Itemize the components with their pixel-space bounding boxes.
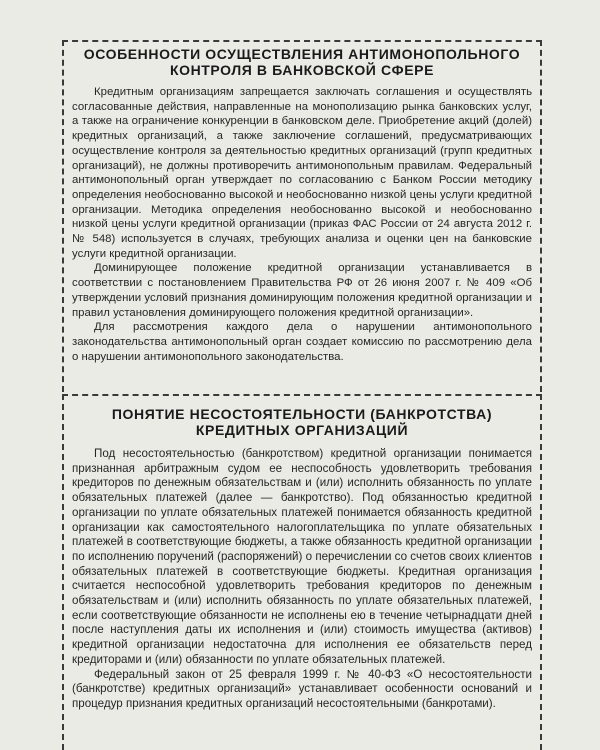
paragraph: Под несостоятельностью (банкротством) кредитной организации понимается признанная арбитражным судом ее неспособность удовлетворить требования кредиторов по денежным обязательствам и (или) исполнить обязанность по уплате обязательных платежей (далее — банкротство). Под обязанностью кредитной организации по уплате обязательных платежей понимается обязанность кредитной организации как самостоятельного налогоплательщика по уплате обязательных платежей в соответствующие бюджеты, а также обязанность кредитной организации по исполнению поручений (распоряжений) о перечислении со счетов своих клиентов обязательных платежей в соответствующие бюджеты. Кредитная организация считается неспособной удовлетворить требования кредиторов по денежным обязательствам и (или) исполнить обязанность по уплате обязательных платежей, если соответствующие обязанности не исполнены ею в течение четырнадцати дней после наступления даты их исполнения и (или) стоимость имущества (активов) кредитной организации недостаточна для исполнения ее обязательств перед кредиторами и (или) обязанности по уплате обязательных платежей. <box>72 447 532 666</box>
paragraph: Для рассмотрения каждого дела о нарушении антимонопольного законодательства антимонопольный орган создает комиссию по рассмотрению дела о нарушении антимонопольного законодательства. <box>72 321 532 363</box>
paragraph: Федеральный закон от 25 февраля 1999 г. № 40-ФЗ «О несостоятельности (банкротстве) кредитных организаций» устанавливает особенности оснований и процедур признания кредитных организаций несостоятельными (банкротами). <box>72 667 532 710</box>
paragraph: Кредитным организациям запрещается заключать соглашения и осуществлять согласованные действия, направленные на монополизацию рынка банковских услуг, а также на ограничение конкуренции в банковском деле. Приобретение акций (долей) кредитных организаций, а также заключение соглашений, предусматривающих осуществление контроля за деятельностью кредитных организаций (групп кредитных организаций), не должны противоречить антимонопольным правилам. Федеральный антимонопольный орган утверждает по согласованию с Банком России методику определения необоснованно высокой и необоснованно низкой цены услуги кредитной организации. Методика определения необоснованно высокой и необоснованно низкой цены услуги кредитной организации (приказ ФАС России от 24 августа 2012 г. № 548) используется в случаях, требующих анализа и оценки цен на банковские услуги кредитной организации. <box>72 86 532 260</box>
section-title: ОСОБЕННОСТИ ОСУЩЕСТВЛЕНИЯ АНТИМОНОПОЛЬНОГО КОНТРОЛЯ В БАНКОВСКОЙ СФЕРЕ <box>83 46 521 78</box>
section-title: ПОНЯТИЕ НЕСОСТОЯТЕЛЬНОСТИ (БАНКРОТСТВА) КРЕДИТНЫХ ОРГАНИЗАЦИЙ <box>111 406 493 438</box>
section-bankruptcy-concept <box>62 394 542 750</box>
section-antimonopoly-control <box>62 40 542 392</box>
paragraph: Доминирующее положение кредитной организации устанавливается в соответствии с постановлением Правительства РФ от 26 июня 2007 г. № 409 «Об утверждении условий признания доминирующим положения кредитной организации и правил установления доминирующего положения кредитной организации». <box>72 262 532 319</box>
